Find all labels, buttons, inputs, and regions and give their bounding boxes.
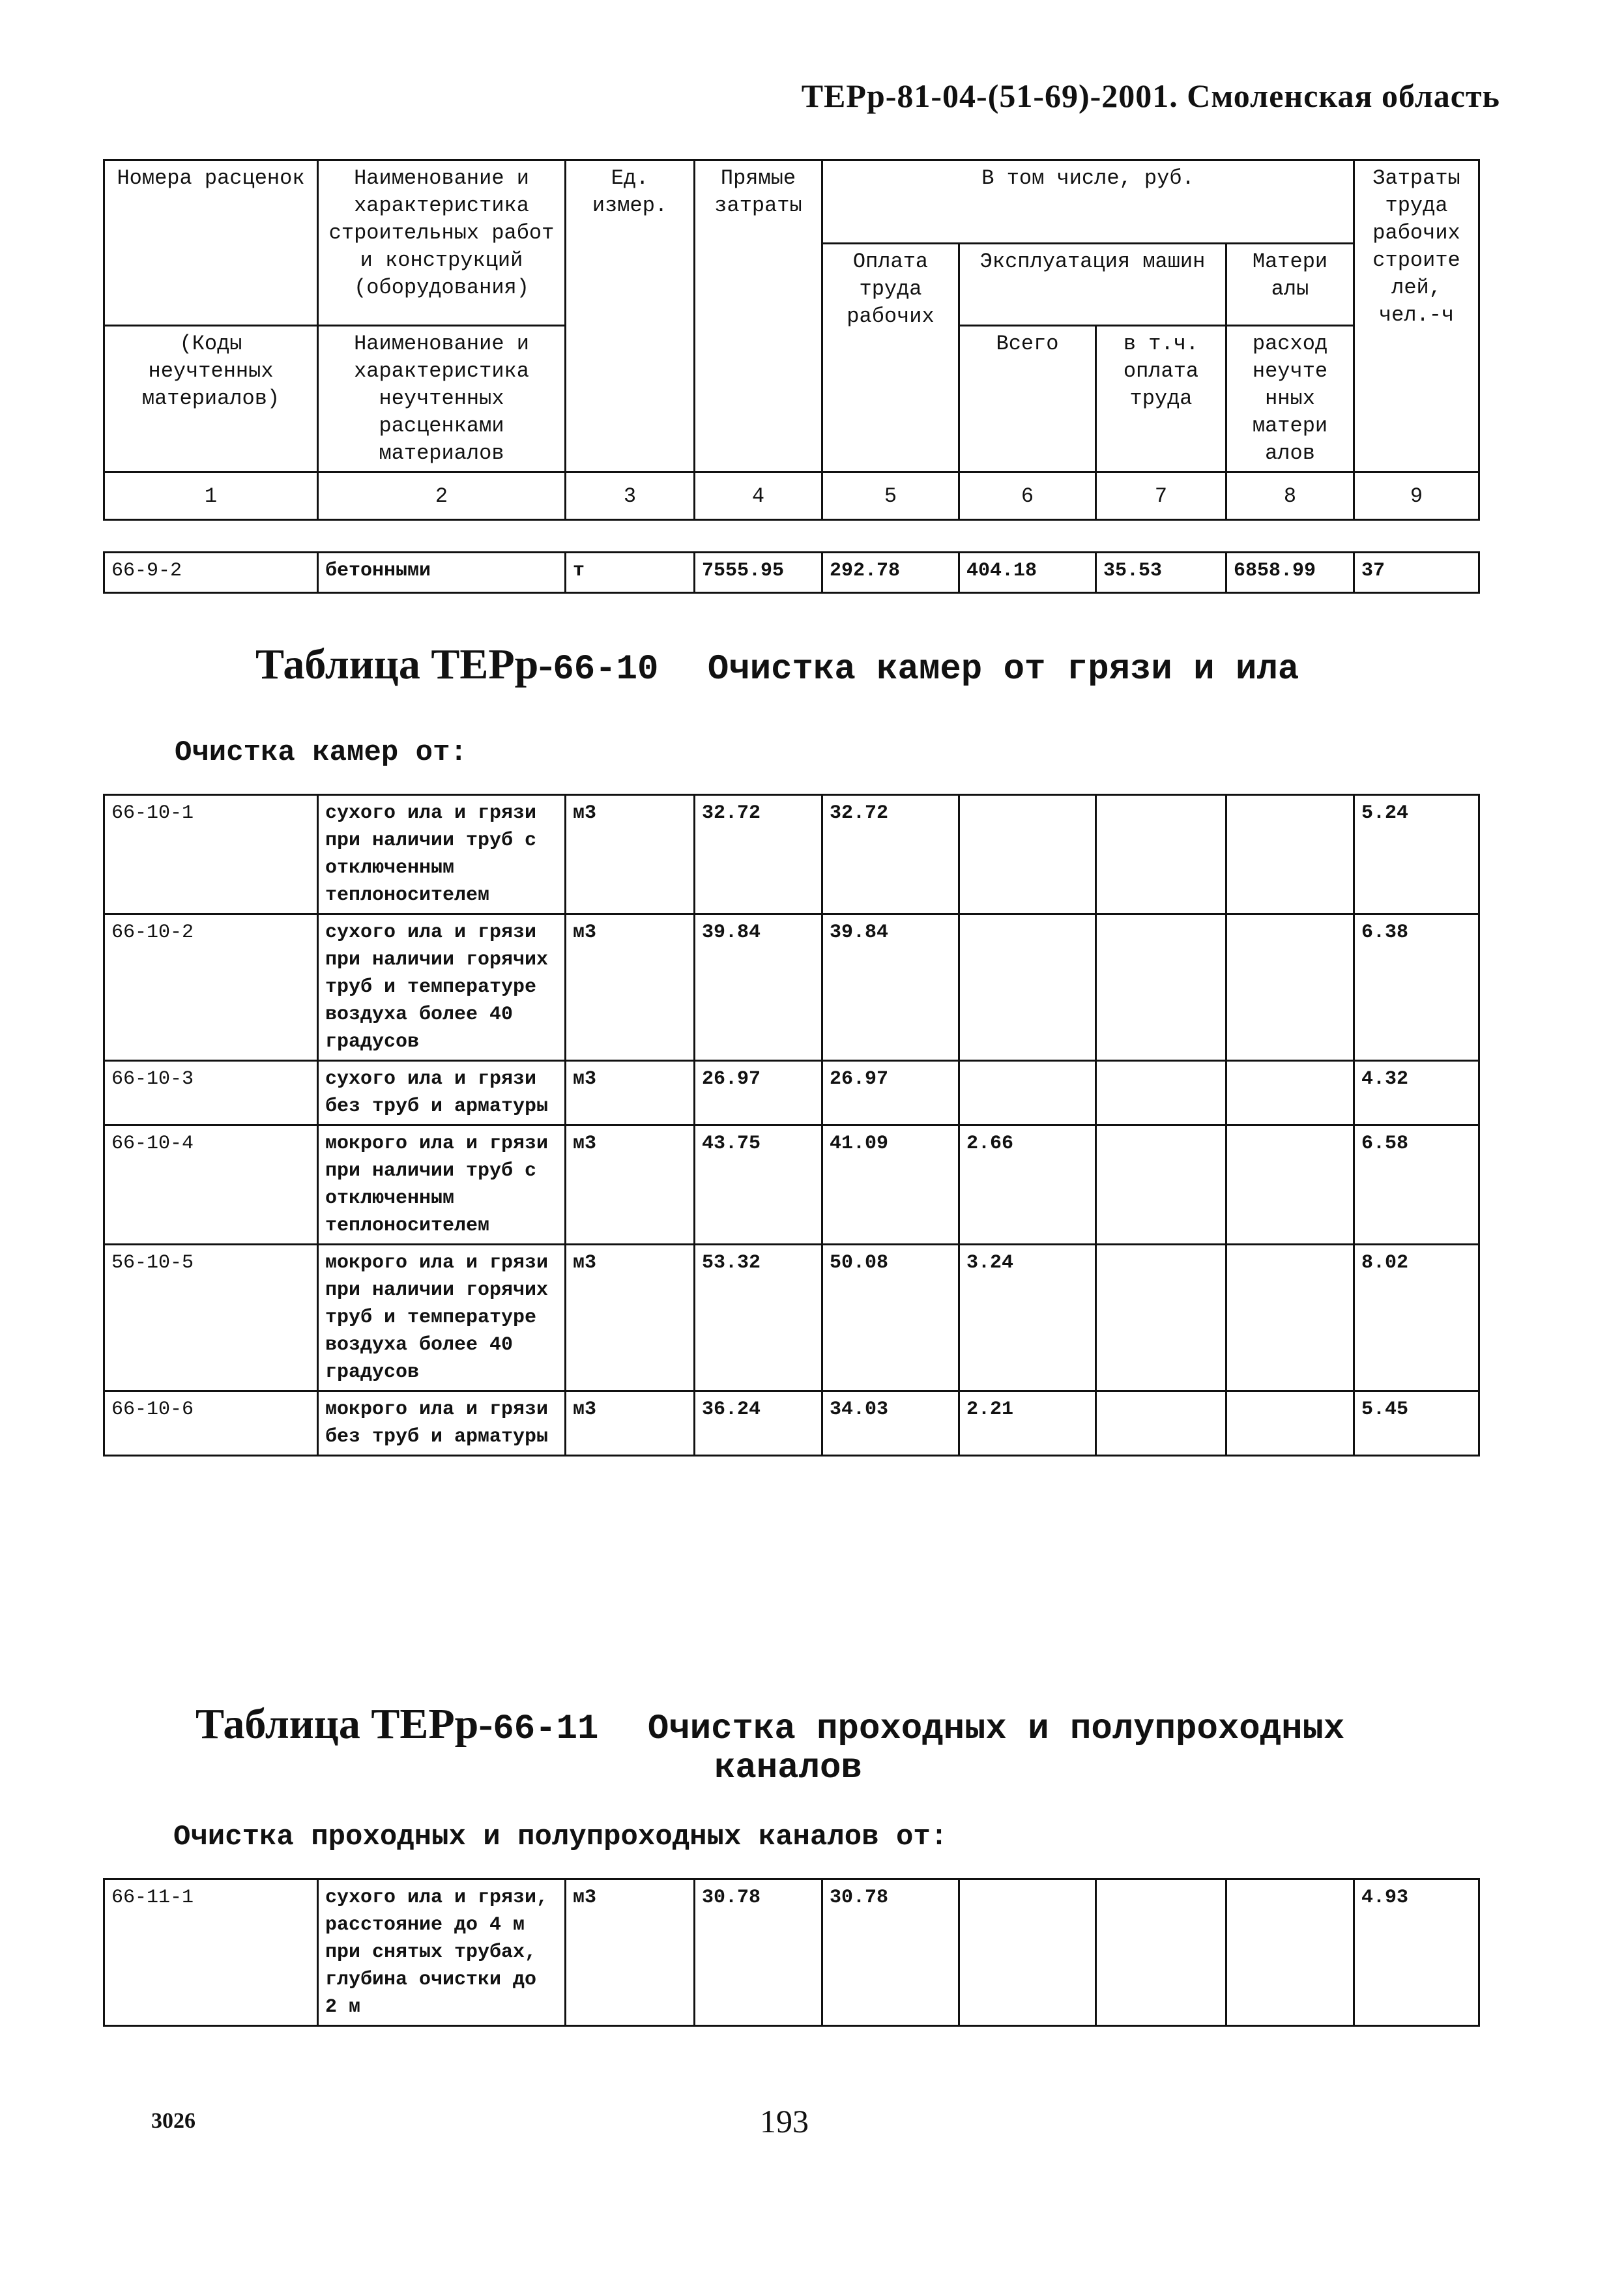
labor-cost: 6.58 [1354, 1125, 1479, 1245]
page-header-title: ТЕРр-81-04-(51-69)-2001. Смоленская область [801, 78, 1500, 114]
rate-code: 56-10-5 [104, 1245, 318, 1391]
materials [1226, 914, 1354, 1061]
labor-pay: 26.97 [822, 1061, 959, 1125]
labor-cost: 37 [1354, 553, 1479, 593]
labor-cost: 4.32 [1354, 1061, 1479, 1125]
machines-total: 3.24 [959, 1245, 1096, 1391]
direct-costs: 26.97 [695, 1061, 822, 1125]
unit: м3 [566, 795, 695, 914]
column-number: 4 [695, 472, 822, 520]
labor-cost: 8.02 [1354, 1245, 1479, 1391]
rate-code: 66-10-3 [104, 1061, 318, 1125]
table11-title-text: Очистка проходных и полупроходных [647, 1709, 1345, 1749]
labor-pay: 50.08 [822, 1245, 959, 1391]
table10-intro: Очистка камер от: [175, 736, 467, 769]
table-row [104, 1245, 1479, 1391]
work-name: бетонными [318, 553, 566, 593]
header-unit: Ед. измер. [566, 160, 695, 472]
work-name: сухого ила и грязи без труб и арматуры [318, 1061, 566, 1125]
machines-labor-pay [1096, 1391, 1226, 1456]
table-row [104, 1879, 1479, 2026]
column-header-table [103, 159, 1480, 521]
header-materials: Матери алы [1226, 244, 1354, 326]
machines-labor-pay: 35.53 [1096, 553, 1226, 593]
machines-labor-pay [1096, 1061, 1226, 1125]
header-labor-pay: Оплата труда рабочих [822, 244, 959, 472]
machines-labor-pay [1096, 1125, 1226, 1245]
table11-title-code: 66-11 [493, 1709, 599, 1749]
table10-title-text: Очистка камер от грязи и ила [707, 650, 1299, 689]
page-number: 193 [760, 2103, 809, 2139]
work-name: мокрого ила и грязи без труб и арматуры [318, 1391, 566, 1456]
labor-pay: 30.78 [822, 1879, 959, 2026]
table-row [104, 553, 1479, 593]
machines-total [959, 1879, 1096, 2026]
labor-pay: 32.72 [822, 795, 959, 914]
column-number: 2 [318, 472, 566, 520]
header-including: В том числе, руб. [822, 160, 1354, 244]
table-row [104, 1391, 1479, 1456]
machines-labor-pay [1096, 914, 1226, 1061]
column-number: 9 [1354, 472, 1479, 520]
rate-code: 66-10-4 [104, 1125, 318, 1245]
labor-cost: 5.24 [1354, 795, 1479, 914]
table10-title [255, 640, 1299, 689]
direct-costs: 36.24 [695, 1391, 822, 1456]
unit: м3 [566, 914, 695, 1061]
table-row [104, 1061, 1479, 1125]
column-number: 1 [104, 472, 318, 520]
table11-intro: Очистка проходных и полупроходных каналов от: [173, 1821, 948, 1853]
rate-code: 66-10-2 [104, 914, 318, 1061]
header-name: Наименование и характеристика строительных работ и конструкций (оборудования) [318, 160, 566, 326]
header-unaccounted-codes: (Коды неучтенных материалов) [104, 326, 318, 472]
direct-costs: 32.72 [695, 795, 822, 914]
header-machines-labor-pay: в т.ч. оплата труда [1096, 326, 1226, 472]
direct-costs: 30.78 [695, 1879, 822, 2026]
labor-cost: 6.38 [1354, 914, 1479, 1061]
machines-total: 2.66 [959, 1125, 1096, 1245]
direct-costs: 53.32 [695, 1245, 822, 1391]
rate-code: 66-11-1 [104, 1879, 318, 2026]
rate-code: 66-10-1 [104, 795, 318, 914]
work-name: сухого ила и грязи при наличии труб с отключенным теплоносителем [318, 795, 566, 914]
work-name: мокрого ила и грязи при наличии труб с отключенным теплоносителем [318, 1125, 566, 1245]
machines-total [959, 1061, 1096, 1125]
machines-labor-pay [1096, 1245, 1226, 1391]
unit: м3 [566, 1879, 695, 2026]
rate-code: 66-10-6 [104, 1391, 318, 1456]
table-row [104, 914, 1479, 1061]
table11 [103, 1878, 1480, 2027]
table11-title-text2: каналов [714, 1748, 862, 1788]
materials [1226, 795, 1354, 914]
header-codes: Номера расценок [104, 160, 318, 326]
labor-cost: 5.45 [1354, 1391, 1479, 1456]
unit: м3 [566, 1061, 695, 1125]
table-row [104, 795, 1479, 914]
materials [1226, 1245, 1354, 1391]
column-number: 5 [822, 472, 959, 520]
work-name: мокрого ила и грязи при наличии горячих труб и температуре воздуха более 40 градусов [318, 1245, 566, 1391]
materials [1226, 1125, 1354, 1245]
table11-title-prefix: Таблица ТЕРр- [196, 1700, 493, 1748]
unit: м3 [566, 1391, 695, 1456]
table10 [103, 794, 1480, 1457]
materials [1226, 1879, 1354, 2026]
header-labor-cost: Затраты труда рабочих строите лей, чел.-ч [1354, 160, 1479, 472]
column-number: 7 [1096, 472, 1226, 520]
column-number: 3 [566, 472, 695, 520]
unit: м3 [566, 1125, 695, 1245]
header-direct-costs: Прямые затраты [695, 160, 822, 472]
previous-row-table [103, 551, 1480, 594]
labor-cost: 4.93 [1354, 1879, 1479, 2026]
table-row [104, 1125, 1479, 1245]
machines-total: 404.18 [959, 553, 1096, 593]
column-number: 8 [1226, 472, 1354, 520]
machines-total: 2.21 [959, 1391, 1096, 1456]
labor-pay: 41.09 [822, 1125, 959, 1245]
header-unaccounted-consumption: расход неучте нных матери алов [1226, 326, 1354, 472]
work-name: сухого ила и грязи при наличии горячих труб и температуре воздуха более 40 градусов [318, 914, 566, 1061]
direct-costs: 43.75 [695, 1125, 822, 1245]
materials [1226, 1061, 1354, 1125]
header-unaccounted-name: Наименование и характеристика неучтенных расценками материалов [318, 326, 566, 472]
table10-title-code: 66-10 [553, 650, 659, 689]
machines-total [959, 795, 1096, 914]
unit: м3 [566, 1245, 695, 1391]
labor-pay: 34.03 [822, 1391, 959, 1456]
machines-labor-pay [1096, 795, 1226, 914]
table11-title-line2 [714, 1741, 862, 1788]
materials [1226, 1391, 1354, 1456]
labor-pay: 292.78 [822, 553, 959, 593]
materials: 6858.99 [1226, 553, 1354, 593]
direct-costs: 7555.95 [695, 553, 822, 593]
machines-labor-pay [1096, 1879, 1226, 2026]
table10-title-prefix: Таблица ТЕРр- [255, 641, 553, 688]
rate-code: 66-9-2 [104, 553, 318, 593]
header-machines: Эксплуатация машин [959, 244, 1226, 326]
machines-total [959, 914, 1096, 1061]
unit: т [566, 553, 695, 593]
work-name: сухого ила и грязи, расстояние до 4 м при снятых трубах, глубина очистки до 2 м [318, 1879, 566, 2026]
header-machines-total: Всего [959, 326, 1096, 472]
column-number: 6 [959, 472, 1096, 520]
direct-costs: 39.84 [695, 914, 822, 1061]
labor-pay: 39.84 [822, 914, 959, 1061]
footer-code: 3026 [151, 2109, 196, 2133]
